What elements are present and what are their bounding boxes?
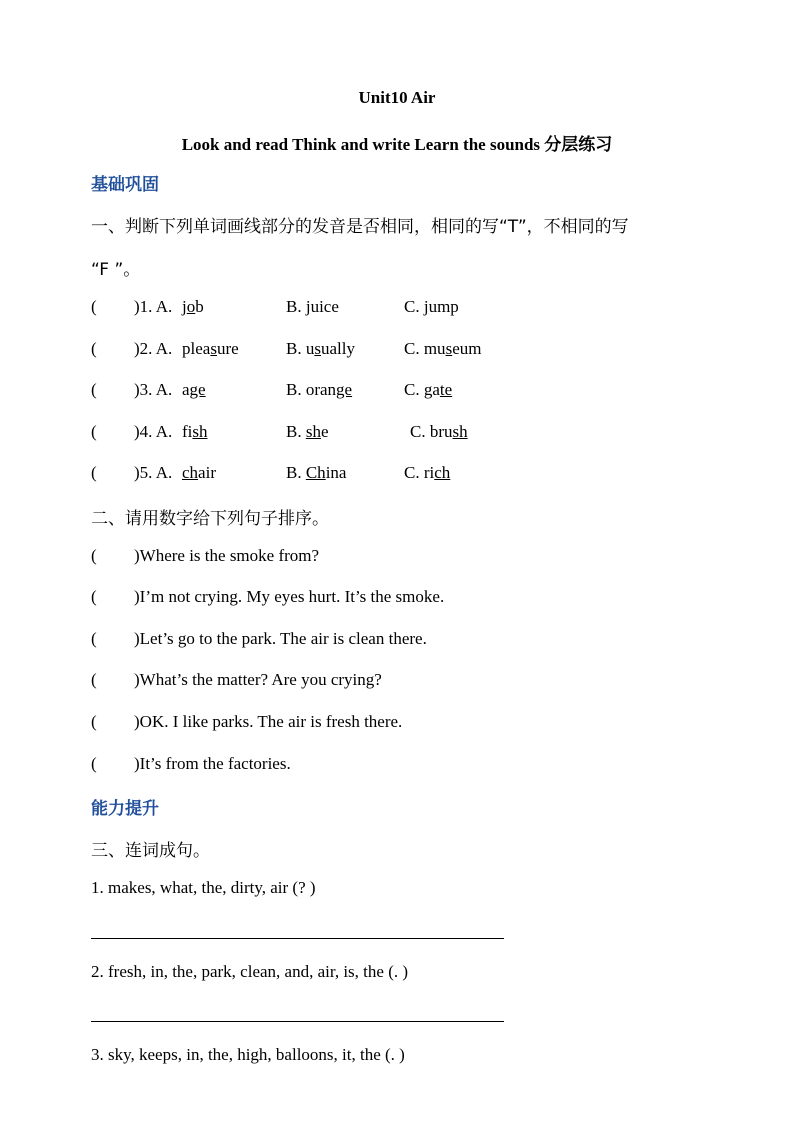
order-blank[interactable]: ( — [91, 546, 97, 565]
option-a-wrap — [182, 380, 206, 400]
option-a: chair — [182, 463, 216, 482]
part3-item: 3. sky, keeps, in, the, high, balloons, it, the (. ) — [91, 1045, 405, 1064]
option-b: B. juice — [286, 297, 339, 316]
option-b: B. usually — [286, 339, 355, 358]
part3-item: 1. makes, what, the, dirty, air (? ) — [91, 878, 316, 897]
part3-instruction: 三、连词成句。 — [91, 841, 210, 861]
part1-instruction-cont: “F ”。 — [91, 260, 141, 280]
option-b: B. China — [286, 463, 347, 482]
option-b-wrap — [286, 339, 355, 359]
section-basic-label: 基础巩固 — [91, 175, 159, 195]
part3-item: 2. fresh, in, the, park, clean, and, air, is, the (. ) — [91, 962, 409, 981]
sentence-text: )It’s from the factories. — [134, 754, 291, 773]
section-improve-label: 能力提升 — [91, 799, 159, 819]
option-b-wrap — [286, 297, 339, 317]
sentence-text: )Where is the smoke from? — [134, 546, 320, 565]
answer-line[interactable] — [91, 938, 504, 939]
sentence-text: )What’s the matter? Are you crying? — [134, 670, 382, 689]
option-a-wrap — [182, 339, 239, 359]
question-number: )1. A. — [134, 297, 173, 316]
option-a: job — [182, 297, 204, 316]
option-b-wrap — [286, 422, 329, 442]
option-a: fish — [182, 422, 208, 441]
option-c: C. rich — [404, 463, 451, 482]
option-c: C. jump — [404, 297, 459, 316]
sentence-text: )OK. I like parks. The air is fresh there. — [134, 712, 403, 731]
option-a: pleasure — [182, 339, 239, 358]
part2-instruction: 二、请用数字给下列句子排序。 — [91, 509, 329, 529]
option-c-wrap — [404, 339, 481, 359]
answer-line[interactable] — [91, 1021, 504, 1022]
option-c-wrap — [404, 380, 452, 400]
answer-blank[interactable]: ( — [91, 339, 97, 358]
question-number: )2. A. — [134, 339, 173, 358]
answer-blank[interactable]: ( — [91, 380, 97, 399]
option-c-wrap — [404, 297, 459, 317]
option-c-wrap — [404, 463, 450, 483]
page-title: Unit10 Air — [358, 88, 436, 107]
order-blank[interactable]: ( — [91, 712, 97, 731]
option-b: B. orange — [286, 380, 353, 399]
answer-blank[interactable]: ( — [91, 297, 97, 316]
page-subtitle: Look and read Think and write Learn the sounds 分层练习 — [181, 135, 613, 154]
option-c: C. gate — [404, 380, 453, 399]
option-b-wrap — [286, 380, 352, 400]
answer-blank[interactable]: ( — [91, 422, 97, 441]
option-c: C. brush — [410, 422, 468, 441]
question-number: )4. A. — [134, 422, 173, 441]
option-a-wrap — [182, 297, 204, 317]
option-b: B. she — [286, 422, 329, 441]
sentence-text: )I’m not crying. My eyes hurt. It’s the smoke. — [134, 587, 445, 606]
option-a: age — [182, 380, 206, 399]
order-blank[interactable]: ( — [91, 754, 97, 773]
order-blank[interactable]: ( — [91, 670, 97, 689]
option-b-wrap — [286, 463, 346, 483]
option-a-wrap — [182, 422, 208, 442]
answer-blank[interactable]: ( — [91, 463, 97, 482]
order-blank[interactable]: ( — [91, 587, 97, 606]
option-a-wrap — [182, 463, 216, 483]
sentence-text: )Let’s go to the park. The air is clean there. — [134, 629, 427, 648]
question-number: )5. A. — [134, 463, 173, 482]
part1-instruction: 一、判断下列单词画线部分的发音是否相同，相同的写“T”，不相同的写 — [91, 217, 629, 237]
option-c-wrap — [410, 422, 468, 442]
question-number: )3. A. — [134, 380, 173, 399]
option-c: C. museum — [404, 339, 482, 358]
order-blank[interactable]: ( — [91, 629, 97, 648]
